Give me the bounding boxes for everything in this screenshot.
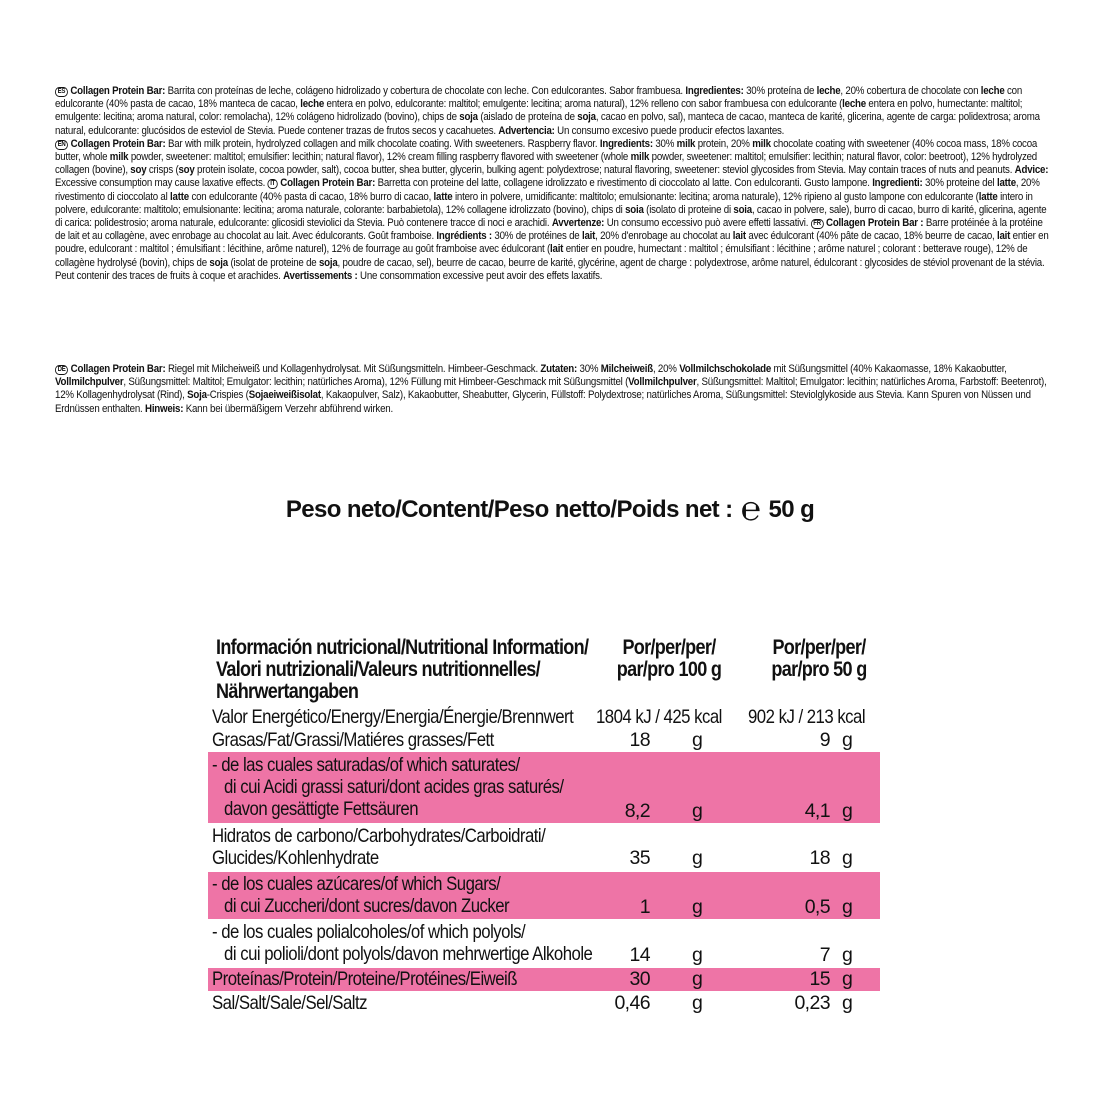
allergen: milk	[630, 151, 650, 164]
product-name-it: Collagen Protein Bar:	[280, 177, 376, 190]
unit-50g: g	[842, 729, 853, 751]
value-50g: 0,23	[794, 992, 830, 1014]
ingr-text: , poudre de cacao, sel), beurre de cacao, beurre de karité, glycérine, agent de charge : polydextrose, arôme naturel, édulcorant : glycosides de stéviol provenant de la stévia. Peut contenir des traces de fruits à coque et arachides.	[55, 256, 1045, 282]
advice-label-fr: Avertissements :	[283, 269, 358, 282]
allergen: Vollmilchpulver	[628, 376, 697, 389]
value-100g: 1	[639, 896, 650, 918]
ingr-text: mit Süßungsmittel (40% Kakaomasse, 18% Kakaobutter,	[771, 363, 1007, 375]
ingr-text: , 20% rivestimento di cioccolato al	[55, 177, 1040, 203]
lang-badge-de: DE	[55, 365, 68, 375]
ingr-text: , cacao in polvere, sale), burro di cacao, burro di karité, glicerina, agente di carica: polidestrosio; aroma naturale, edulcorante: glicosidi steviolici da Stevia. Può contenere tracce di noci e arachidi.	[55, 203, 1047, 230]
ingr-label-de: Zutaten:	[540, 363, 578, 375]
product-name-fr: Collagen Protein Bar :	[826, 217, 924, 230]
allergen: latte	[170, 190, 189, 203]
ingr-text: entier en poudre, edulcorant : maltitol ; émulsifiant : lécithine, arôme naturel), 12% de fourrage au goût framboise avec édulcorant (	[55, 230, 1049, 256]
allergen: milk	[676, 137, 696, 150]
allergen: soja	[318, 256, 338, 269]
column-header-50g	[755, 637, 884, 681]
ingr-text: (isolato di proteine di	[643, 203, 734, 216]
ingr-label-es: Ingredientes:	[685, 85, 744, 97]
estimated-sign-icon: ℮	[740, 490, 761, 528]
ingr-text: 30% de protéines de	[491, 230, 582, 243]
allergen: leche	[980, 85, 1005, 97]
product-name-de: Collagen Protein Bar:	[70, 363, 166, 375]
allergen: milk	[752, 137, 771, 150]
ingr-text: protein, 20%	[695, 137, 753, 150]
header-line: Información nutricional/Nutritional Information/	[216, 636, 589, 659]
allergen: lait	[732, 230, 746, 243]
ingr-text: Une consommation excessive peut avoir des effets laxatifs.	[357, 269, 603, 282]
allergen: Vollmilchschokolade	[679, 363, 772, 375]
nutrition-header-label	[216, 637, 588, 703]
unit-50g: g	[842, 896, 853, 918]
ingr-text: chocolate coating with sweetener (40% cocoa mass, 18% cocoa butter, whole	[55, 137, 1038, 164]
unit-100g: g	[692, 729, 703, 751]
unit-100g: g	[692, 968, 703, 990]
ingr-text: entera en polvo, humectante: maltitol; emulgente: lecitina; aroma natural, color: remolacha), 12% colágeno hidrolizado (bovino), chips de	[55, 98, 1023, 124]
allergen: latte	[996, 177, 1016, 190]
ingr-text: con edulcorante (40% pasta de cacao, 18% manteca de cacao,	[55, 85, 1023, 111]
allergen: soy	[178, 164, 195, 177]
header-line: par/pro 50 g	[771, 658, 867, 681]
unit-50g: g	[842, 944, 853, 966]
label-line: - de las cuales saturadas/of which saturates/	[212, 754, 520, 776]
allergen: leche	[816, 85, 841, 97]
row-sugars	[208, 872, 880, 919]
ingr-text: 30%	[652, 137, 677, 150]
allergen: soja	[459, 111, 478, 124]
row-label	[212, 754, 564, 820]
row-protein	[208, 968, 880, 991]
label-line: - de los cuales polialcoholes/of which polyols/	[212, 921, 526, 943]
allergen: soia	[733, 203, 752, 216]
header-line: par/pro 100 g	[616, 658, 722, 681]
ingr-text: 30% proteína de	[743, 85, 817, 97]
ingr-text: , 20% cobertura de chocolate con	[840, 85, 981, 97]
allergen: soja	[577, 111, 596, 124]
ingr-label-en: Ingredients:	[599, 137, 653, 150]
net-content-label: Peso neto/Content/Peso netto/Poids net :	[285, 496, 733, 523]
allergen: lait	[581, 230, 596, 243]
allergen: Sojaeiweißisolat	[248, 389, 321, 402]
ingr-text: Kann bei übermäßigem Verzehr abführend wirken.	[183, 402, 393, 415]
value-50g: 902 kJ / 213 kcal	[748, 706, 866, 728]
row-fat	[208, 729, 880, 752]
unit-50g: g	[842, 847, 853, 869]
value-100g: 18	[629, 729, 650, 751]
ingr-text: , 20%	[652, 363, 680, 375]
ingr-text: (isolat de proteine de	[227, 256, 319, 269]
value-100g: 0,46	[614, 992, 650, 1014]
row-saturates	[208, 752, 880, 823]
ingr-text: entera en polvo, edulcorante: maltitol; emulgente: lecitina; aroma natural), 12% relleno con sabor frambuesa con edulcorante (	[324, 98, 843, 111]
ingr-text: powder, sweetener: maltitol; emulsifier: lecithin; natural flavor), 12% cream filling raspberry flavored with sweetener (whole	[128, 151, 631, 164]
label-line: - de los cuales azúcares/of which Sugars/	[212, 873, 501, 895]
lang-badge-en: EN	[55, 140, 68, 150]
ingr-text: Un consumo eccessivo può avere effetti lassativi.	[604, 217, 811, 230]
unit-100g: g	[692, 800, 703, 822]
ingr-text: avec édulcorant (40% pâte de cacao, 18% beurre de cacao,	[745, 230, 998, 243]
advice-label-en: Advice:	[1014, 164, 1049, 177]
ingr-text: con edulcorante (40% pasta di cacao, 18% burro di cacao,	[188, 190, 434, 203]
ingr-text: intero in polvere, edulcorante: maltitolo; emulsionante: lecitina; aroma naturale, colorante: barbabietola), 12% collagene idrolizzato (bovino), chips di	[55, 190, 1033, 216]
value-50g: 0,5	[804, 896, 830, 918]
allergen: soja	[209, 256, 228, 269]
row-label: Proteínas/Protein/Proteine/Protéines/Eiweiß	[212, 968, 518, 990]
lang-badge-fr: FR	[811, 219, 824, 229]
ingr-text: Barretta con proteine del latte, collagene idrolizzato e rivestimento di cioccolato al latte. Con edulcoranti. Gusto lampone.	[375, 177, 873, 190]
value-50g: 18	[809, 847, 830, 869]
unit-100g: g	[692, 847, 703, 869]
ingr-text: Un consumo excesivo puede producir efectos laxantes.	[554, 124, 785, 137]
value-50g: 4,1	[804, 800, 830, 822]
label-line: di cui polioli/dont polyols/davon mehrwertige Alkohole	[224, 943, 593, 965]
unit-100g: g	[692, 944, 703, 966]
allergen: soy	[130, 164, 147, 177]
unit-50g: g	[842, 992, 853, 1014]
unit-50g: g	[842, 800, 853, 822]
allergen: Milcheiweiß	[600, 363, 653, 375]
ingr-text: 30% proteine del	[922, 177, 997, 190]
ingr-text: powder, sweetener: maltitol; emulsifier: lecithin; natural flavor, color: beetroot), 12% hydrolyzed collagen (bovine),	[55, 151, 1037, 177]
label-line: Hidratos de carbono/Carbohydrates/Carboidrati/	[212, 825, 546, 847]
label-line: Glucides/Kohlenhydrate	[212, 847, 379, 869]
header-line: Valori nutrizionali/Valeurs nutritionnelles/	[216, 658, 540, 681]
ingr-text: , 20% d'enrobage au chocolat au	[595, 230, 733, 243]
ingr-text: -Crispies (	[206, 389, 249, 402]
row-polyols	[208, 921, 880, 967]
ingr-text: (aislado de proteína de	[477, 111, 578, 124]
value-50g: 9	[819, 729, 830, 751]
header-line: Por/per/per/	[622, 636, 716, 659]
allergen: Vollmilchpulver	[55, 376, 124, 389]
net-content-value: 50 g	[768, 496, 815, 523]
row-label: Sal/Salt/Sale/Sel/Saltz	[212, 992, 368, 1014]
row-label: Grasas/Fat/Grassi/Matiéres grasses/Fett	[212, 729, 494, 751]
allergen: Soja	[187, 389, 207, 402]
unit-100g: g	[692, 896, 703, 918]
row-label	[212, 825, 545, 869]
row-carbohydrates	[208, 825, 880, 871]
value-50g: 7	[819, 944, 830, 966]
ingr-text: protein isolate, cocoa powder, salt), cocoa butter, shea butter, glycerin, bulking agent: polydextrose; natural flavoring, sweetener: steviol glycosides from Stevia. May contain traces of nuts and peanuts.	[194, 164, 1015, 177]
allergen: milk	[109, 151, 129, 164]
lang-badge-es: ES	[55, 87, 68, 97]
product-name-es: Collagen Protein Bar:	[70, 85, 166, 97]
ingr-text: Excessive consumption may cause laxative effects.	[55, 177, 268, 190]
unit-100g: g	[692, 992, 703, 1014]
value-100g: 30	[629, 968, 650, 990]
value-100g: 35	[629, 847, 650, 869]
ingr-text: entier en poudre, humectant : maltitol ; émulsifiant : lécithine ; arôme naturel ; colorant : betterave rouge), 12% de collagène hydrolysé (bovin), chips de	[55, 243, 1028, 269]
column-header-100g	[605, 637, 734, 681]
unit-50g: g	[842, 968, 853, 990]
ingr-text: Barre protéinée à la protéine de lait et au collagène, avec enrobage au chocolat au lait. Avec édulcorants. Goût framboise.	[55, 217, 1043, 243]
header-line: Nährwertangaben	[216, 680, 359, 703]
row-energy	[208, 706, 880, 729]
ingr-text: Barrita con proteínas de leche, colágeno hidrolizado y cobertura de chocolate con leche. Con edulcorantes. Sabor frambuesa.	[165, 85, 686, 97]
advice-label-es: Advertencia:	[498, 124, 555, 137]
label-line: di cui Acidi grassi saturi/dont acides gras saturés/	[224, 776, 564, 798]
value-50g: 15	[809, 968, 830, 990]
allergen: latte	[978, 190, 998, 203]
allergen: soia	[625, 203, 644, 216]
label-line: davon gesättigte Fettsäuren	[224, 798, 419, 820]
ingr-text: , cacao en polvo, sal), manteca de cacao, manteca de karité, glicerina, agente de carga: polidextrosa; aroma natural, edulcorante: glucósidos de esteviol de Stevia. Puede contener trazas de frutos secos y cacahuetes.	[55, 111, 1040, 137]
row-salt	[208, 992, 880, 1015]
advice-label-de: Hinweis:	[145, 402, 184, 415]
allergen: leche	[300, 98, 325, 111]
ingr-label-fr: Ingrédients :	[436, 230, 492, 243]
ingr-text: , Süßungsmittel: Maltitol; Emulgator: lecithin; natürliches Aroma), 12% Füllung mit Himbeer-Geschmack mit Süßungsmittel (	[123, 376, 629, 389]
ingr-text: crisps (	[146, 164, 179, 177]
ingr-text: , Kakaopulver, Salz), Kakaobutter, Sheabutter, Glycerin, Füllstoff: Polydextrose; natürliches Aroma, Süßungsmittel: Steviolglykoside aus Stevia. Kann Spuren von Nüssen und Erdnüssen enthalten.	[55, 389, 1031, 415]
advice-label-it: Avvertenze:	[551, 217, 605, 230]
ingr-text: 30%	[577, 363, 601, 375]
header-line: Por/per/per/	[772, 636, 866, 659]
ingr-text: Riegel mit Milcheiweiß und Kollagenhydrolysat. Mit Süßungsmitteln. Himbeer-Geschmack.	[165, 363, 541, 375]
value-100g: 14	[629, 944, 650, 966]
allergen: leche	[842, 98, 866, 111]
ingr-label-it: Ingredienti:	[872, 177, 923, 190]
ingr-text: Bar with milk protein, hydrolyzed collagen and milk chocolate coating. With sweeteners. Raspberry flavor.	[165, 137, 600, 150]
row-label: Valor Energético/Energy/Energia/Énergie/Brennwert	[212, 706, 574, 728]
lang-badge-it: IT	[268, 179, 278, 189]
allergen: lait	[997, 230, 1011, 243]
value-100g: 8,2	[624, 800, 650, 822]
allergen: lait	[550, 243, 564, 256]
row-label	[212, 921, 592, 965]
product-name-en: Collagen Protein Bar:	[70, 137, 166, 150]
ingr-text: , Süßungsmittel: Maltitol; Emulgator: lecithin; natürliches Aroma, Farbstoff: Beetenrot), 12% Kollagenhydrolysat (Rind),	[55, 376, 1047, 402]
value-100g: 1804 kJ / 425 kcal	[596, 706, 722, 728]
allergen: latte	[433, 190, 453, 203]
label-line: di cui Zuccheri/dont sucres/davon Zucker	[224, 895, 510, 917]
row-label	[212, 873, 509, 917]
ingr-text: intero in polvere, umidificante: maltitolo; emulsionante: lecitina; aroma naturale), 12% ripieno al gusto lampone con edulcorante (	[452, 190, 979, 203]
